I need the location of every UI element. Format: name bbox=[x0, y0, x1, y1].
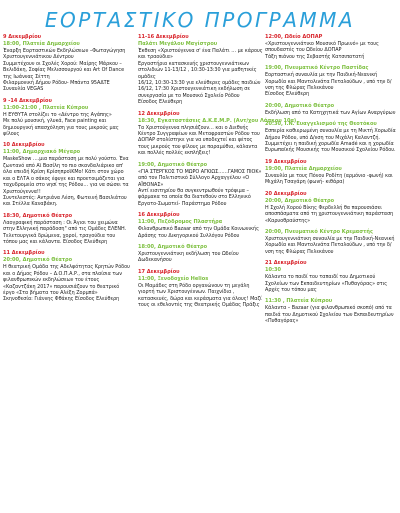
event-venue: 18:00, Πλατεία Δημαρχείου bbox=[3, 41, 80, 47]
event-venue: 20:30, Ι.Ν. Ευαγγελισμού της Θεοτόκου bbox=[265, 121, 377, 128]
event-date: 18:30, Δημοτικό Θέατρο bbox=[3, 212, 73, 219]
event-date: 12:00, Ωδείο ΔΟΠΑΡ bbox=[265, 34, 323, 40]
event-date: 20 Δεκεμβρίου bbox=[265, 190, 307, 197]
event-date: 11-16 Δεκεμβρίου bbox=[138, 34, 189, 40]
event-venue: 11:00-21:00 , Πλατεία Κύπρου bbox=[3, 104, 89, 111]
event-venue: 20:00, Δημοτικό Θέατρο bbox=[3, 257, 73, 264]
event-entry bbox=[138, 34, 265, 106]
event-entry bbox=[3, 250, 130, 302]
event-entry bbox=[265, 229, 398, 255]
event-venue: 20:00, Δημοτικό Θέατρο bbox=[265, 197, 335, 204]
event-venue: 10:30 bbox=[265, 267, 282, 274]
event-description: Συναυλία με τους Πόνου Ροδίτη (αρμόνιο -φωνή) και Μιχάλη Τσαγάρη (φωνή- κιθάρα) bbox=[265, 172, 393, 186]
event-entry bbox=[138, 162, 265, 207]
event-venue: 20:00, Πνευματικό Κέντρο Κρεμαστής bbox=[265, 228, 373, 235]
event-description: MaskeShow ….μια παράσταση με πολύ γούστο. Ένα ζωντανό από Αϊ Βασίλη το πιο σκανδαλιάρικο απ' όλα επειδή Κρίση ΚρίσηπροϊΚΜο! Κάτι στον χώρο και ο ΕΛΤΑ ο σάκος έφυγε και προετοιμάζεται για ταχυδρομεία στο νησί της Ρόδου… για να σώσει τα Χριστούγεννα!! Συντελεστές: Αντριάνα Λέση, Φωτεινή Βασιλιάτου και Στέλλα Καναβάκη. bbox=[3, 156, 129, 208]
event-entry bbox=[3, 98, 130, 138]
event-description: «ΓΙΑ ΣΤΕΡΓΚΟΣ ΤΟ ΜΩΡΟ ΑΓΚΙΩΣ……ΓΑΜΟΣ ΠΙΟΚ» από τον Πολιτιστικό Σύλλογο Αρχαγγέλου «Ο ΑΪΘΟΝΑΣ» Αντί εισιτηρίου θα συγκεντρωθούν τρόφιμα – φάρμακα τα οποία θα διατεθούν στο Ελληνικό Εργατο-Σωματεί- Παράστημα Ρόδου bbox=[138, 168, 262, 207]
event-description: Η Σχολή Χορού Βίκης Φερδελλή θα παρουσιάσει αποσπάσματα από τη χριστουγεννιάτικη παράσταση «Καρυοθραύστης» bbox=[265, 204, 394, 224]
event-description: Εορταστική συναυλία με την Παιδική-Νεανική Χορωδία και Μαντολινάτα Πεταλούδων , υπό την δ/νση της Φλώρας Πελεκάνου Είσοδος Ελεύθερη bbox=[265, 72, 392, 98]
event-date: 11 Δεκεμβρίου bbox=[3, 250, 45, 257]
event-description: Έναρξη Εορταστικών Εκδηλώσεων –Φωταγώγηση Χριστουγεννιάτικου Δέντρου Συμμετέχουν οι Σχολές Χορού: Μαίρης Μάρκου – Βελιδάκη, Σοφίας Μελισσουργού και Art Of Dance της Ιωάννας Σέττη Φιλαρμονική Δήμου Ρόδου- Μπάντα 95ΑΔΤΕ Συναυλία VEGAS bbox=[3, 48, 126, 93]
page-title: ΕΟΡΤΑΣΤΙΚΟ ΠΡΟΓΡΑΜΜΑ bbox=[44, 8, 356, 32]
event-venue: 20:00, Δημοτικό Θέατρο bbox=[265, 102, 335, 109]
event-date: 12 Δεκεμβρίου bbox=[138, 110, 180, 117]
event-description: Η ΕΥΘΥΤΑ στολίζει το «Δέντρο της Αγάπης» Με πολύ μουσική, γλυκά, Face painting και δημιουργική απασχόληση για τους μικρούς μας φίλους bbox=[3, 111, 119, 138]
event-date: 19 Δεκεμβρίου bbox=[265, 158, 307, 165]
event-date: 9 -14 Δεκεμβρίου bbox=[3, 97, 52, 104]
event-description: Οι Μαμάδες στη Ρόδο οργανώνουν τη μεγάλη γιορτή των Χριστουγέννων. Παιχνίδια , κατασκευές, δώρα και κεράσματα για όλους! Μαζί τους οι εθελοντές της Θεατρικής Ομάδας Πράξις bbox=[138, 282, 262, 308]
event-entry bbox=[138, 110, 297, 157]
event-venue: 18:00, Δημοτικό Θέατρο bbox=[138, 243, 208, 250]
event-description: Κάλαντα το παιδί του ταπαιδί του Δημοτικού Σχολείων των Εκπαιδευτηρίων «Πυθαγόρας» στις Αρχές του τόπου μας bbox=[265, 274, 388, 293]
event-venue: 11:00, Ξενοδοχείο Helios bbox=[138, 275, 209, 282]
event-date: 10 Δεκεμβρίου bbox=[3, 142, 45, 149]
event-venue: 11:00, Δημαρχιακό Μέγαρο bbox=[3, 149, 81, 156]
event-date: 16 Δεκεμβρίου bbox=[138, 212, 180, 219]
event-venue: 19:00, Πλατεία Δημαρχείου bbox=[265, 165, 342, 172]
event-description: «Χριστουγεννιάτικο Μουσικό Πρωινό» με τους σπουδαστές του Ωδείου ΔΟΠΑΡ Τάξη πιάνου της Σεβαστής Κατσιπατατή bbox=[265, 41, 379, 60]
event-description: Χριστουγεννιάτικη συναυλία με την Παιδική-Νεανική Χορωδία και Μαντολινάτα Πεταλούδων , υπό την δ/νση της Φλώρας Πελεκάνου bbox=[265, 235, 395, 255]
column-1 bbox=[3, 34, 130, 510]
event-entry bbox=[138, 269, 265, 309]
event-venue: 11:00, Πεζόδρομος Πλαστήρα bbox=[138, 219, 223, 226]
event-date: 9 Δεκεμβρίου bbox=[3, 34, 42, 40]
event-description: Φιλανθρωπικό Bazaar από την Ομάδα Κοινωνικής Δράσης του Δικηγορικού Συλλόγου Ρόδου bbox=[138, 226, 259, 239]
event-entry bbox=[3, 142, 130, 207]
event-venue: 19:00, Δημοτικό Θέατρο bbox=[138, 161, 208, 168]
event-entry bbox=[138, 244, 265, 264]
event-description: Έκθεση «Χριστούγεννα σ' ένα Παλάτι … με κάρους και τραούδια» Εργαστήρια κατασκευής χριστουγεννιάτικων στολιδιών 11-13/12 , 10:30-13:30 για μαθητικές ομάδες 16/12, 10:30-13:30 για ελεύθερες ομάδες παιδιών 16/12, 17:30 Χριστουγεννιάτικη εκδήλωση σε συνεργασία με το Μουσικό Σχολείο Ρόδου Είσοδος Ελεύθερη bbox=[138, 48, 263, 106]
event-description: Χριστουγεννιάτικη εκδήλωση του Ωδείου Δωδεκανήσου bbox=[138, 250, 239, 264]
event-entry bbox=[265, 191, 398, 224]
event-description: Εσπερία καθιερωμένη συναυλία με τη Μικτή Χορωδία Δήμου Ρόδου, υπό Δ/νση του Μιχάλη Καλαντζή. Συμμετέχει η παιδική χορωδία Amadé και η χορωδία Ευρωπαϊκής Μουσικής του Μουσικού Σχολείου Ρόδου. bbox=[265, 128, 396, 154]
event-entry bbox=[265, 65, 398, 98]
column-3 bbox=[265, 34, 398, 510]
event-venue: 18:30, Εγκαταστάσεις Δ.Κ.Ε.Μ.Ρ. (Αντ/χου Λάσκου 10α) bbox=[138, 117, 297, 124]
event-description: Τα Χριστούγεννα πλησιάζουν… και ο Διεθνής Κέντρο Συγγραφέων και Μεταφραστών Ρόδου του ΔΟΠΑΡ στολίστηκε για να υποδεχτεί και φέτος τους μικρούς του φίλους με παραμύθια, κάλαντα και πολλές πολλές εκπλήξεις! bbox=[138, 124, 260, 157]
event-venue: Παλάτι Μεγάλου Μαγίστρου bbox=[138, 41, 218, 47]
event-description: Εκδήλωση από τα Κατηχητικά των Αγίων Αναργύρων bbox=[265, 109, 396, 116]
event-entry bbox=[3, 34, 130, 93]
event-entry bbox=[265, 103, 398, 116]
event-entry bbox=[265, 298, 398, 324]
event-venue: 19:00, Πνευματικό Κέντρο Παστίδας bbox=[265, 65, 369, 72]
event-venue: 11:30 , Πλατεία Κύπρου bbox=[265, 298, 333, 305]
event-entry bbox=[138, 212, 265, 239]
event-entry bbox=[265, 159, 398, 186]
event-description: Η θεατρική Ομάδα της Αδελφότητας Κρητών Ρόδου και ο Δήμος Ρόδου – Δ.Ο.Π.Α.Ρ., στα πλαίσια των φιλανθρωπικών εκδηλώσεων του έτους «Καζαντζάκη 2017» παρουσιάζουν το θεατρικό έργο «Στα βήματα του Αλέξη Ζορμπά» Σκηνοθεσία: Γιάννης Φθάκης Είσοδος Ελεύθερη bbox=[3, 264, 130, 303]
event-entry bbox=[265, 260, 398, 293]
event-entry bbox=[265, 121, 398, 154]
event-description: Κάλαντα – Bazaar (για φιλανθρωπικό σκοπό) από τα παιδιά του Δημοτικού Σχολείου των Εκπαιδευτηρίων «Πυθαγόρας» bbox=[265, 305, 394, 325]
event-date: 17 Δεκεμβρίου bbox=[138, 268, 180, 275]
event-date: 21 Δεκεμβρίου bbox=[265, 260, 307, 267]
event-entry bbox=[3, 213, 130, 246]
event-entry bbox=[265, 34, 398, 60]
event-description: Λαογραφική παράσταση : Οι Άγιοι του χειμώνα στην Ελληνική παράδοση" από τις Ομάδες ΕΛΕΝΗ. Τελετουργικά δρώμενα, χοροί, τραγούδια του τόπου μας και κάλαντα. Είσοδος Ελεύθερη bbox=[3, 219, 127, 245]
